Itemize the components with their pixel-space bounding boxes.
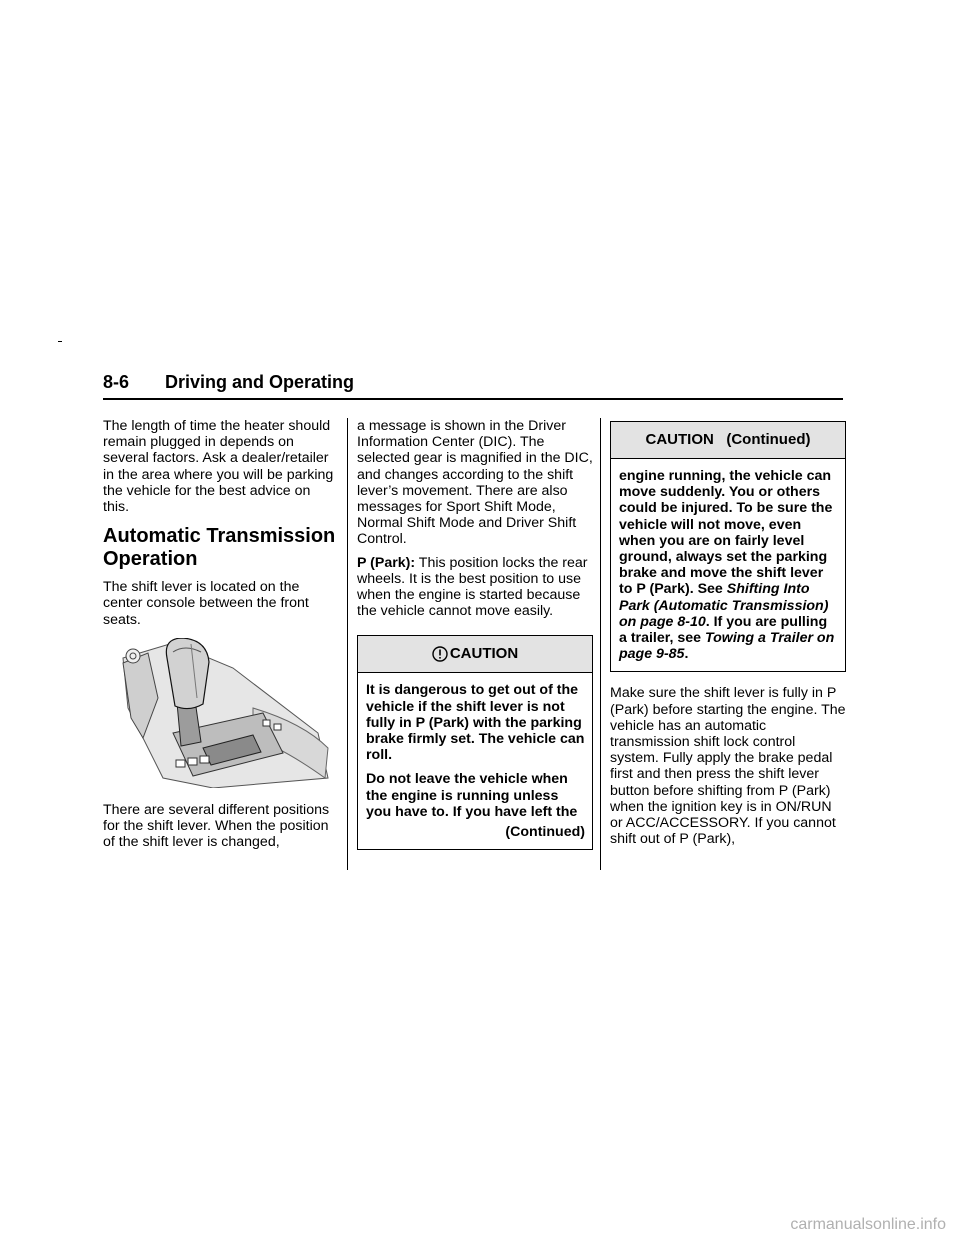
caution-continued-box bbox=[610, 421, 846, 672]
caution-text-a: engine running, the vehicle can move suddenly. You or others could be injured. To be sure the vehicle will not move, even when you are on fairly level ground, always set the parking brake and move the shift lever to P (Park). See bbox=[619, 468, 833, 598]
caution-header bbox=[358, 636, 592, 673]
caution-box bbox=[357, 635, 593, 850]
dic-paragraph: a message is shown in the Driver Information Center (DIC). The selected gear is magnified in the DIC, and changes according to the shift lever’s movement. There are also messages for Sport Shift Mode, Normal Shift Mode and Driver Shift Control. bbox=[357, 418, 593, 548]
column-2 bbox=[357, 418, 593, 850]
watermark: carmanualsonline.info bbox=[790, 1216, 946, 1233]
caution-text-c: . bbox=[684, 646, 689, 663]
page-number: 8-6 bbox=[103, 372, 130, 392]
park-term: P (Park): bbox=[357, 554, 416, 571]
caution-title: CAUTION bbox=[449, 645, 519, 663]
caution-continued-header bbox=[611, 422, 845, 459]
positions-paragraph: There are several different positions for the shift lever. When the position of the shift lever is changed, bbox=[103, 801, 330, 851]
caution-continued-body bbox=[611, 459, 845, 671]
margin-tick bbox=[58, 341, 62, 342]
park-paragraph bbox=[357, 555, 593, 620]
shift-lever-location: The shift lever is located on the center console between the front seats. bbox=[103, 579, 309, 628]
caution-text-b: . If you are pulling a trailer, see bbox=[619, 613, 828, 647]
xref-towing-a-trailer[interactable]: Towing a Trailer on page 9‑85 bbox=[619, 630, 835, 663]
chapter-title: Driving and Operating bbox=[165, 372, 355, 392]
caution-paragraph-1: It is dangerous to get out of the vehicle if the shift lever is not fully in P (Park) with the parking brake firmly set. The vehicle can roll. bbox=[366, 682, 585, 764]
caution-paragraph-2: Do not leave the vehicle when the engine is running unless you have to. If you have left the bbox=[366, 771, 578, 820]
warning-icon bbox=[432, 646, 448, 662]
park-text: This position locks the rear wheels. It is the best position to use when the engine is started because the vehicle cannot move easily. bbox=[357, 554, 588, 620]
shift-lever-illustration bbox=[103, 638, 339, 788]
shift-lock-paragraph: Make sure the shift lever is fully in P (Park) before starting the engine. The vehicle has an automatic transmission shift lock control system. Fully apply the brake pedal first and then press the shift lever button before shifting from P (Park) when the ignition key is in ON/RUN or ACC/ACCESSORY. If you cannot shift out of P (Park), bbox=[610, 685, 846, 848]
continued-label: (Continued) bbox=[505, 824, 585, 841]
column-divider-1 bbox=[347, 418, 348, 870]
caution-continued-title: CAUTION (Continued) bbox=[645, 430, 811, 448]
column-3 bbox=[610, 418, 846, 854]
section-heading bbox=[103, 525, 339, 571]
page-header bbox=[103, 372, 843, 400]
column-divider-2 bbox=[600, 418, 601, 870]
section-heading-line2: Operation bbox=[103, 548, 198, 571]
section-heading-line1: Automatic Transmission bbox=[103, 525, 336, 548]
heater-paragraph: The length of time the heater should remain plugged in depends on several factors. Ask a dealer/retailer in the area where you will be parking the vehicle for the best advice on this. bbox=[103, 418, 334, 516]
column-1 bbox=[103, 418, 339, 857]
xref-shifting-into-park[interactable]: Shifting Into Park (Automatic Transmission) on page 8‑10 bbox=[619, 581, 829, 630]
caution-body bbox=[358, 673, 592, 849]
